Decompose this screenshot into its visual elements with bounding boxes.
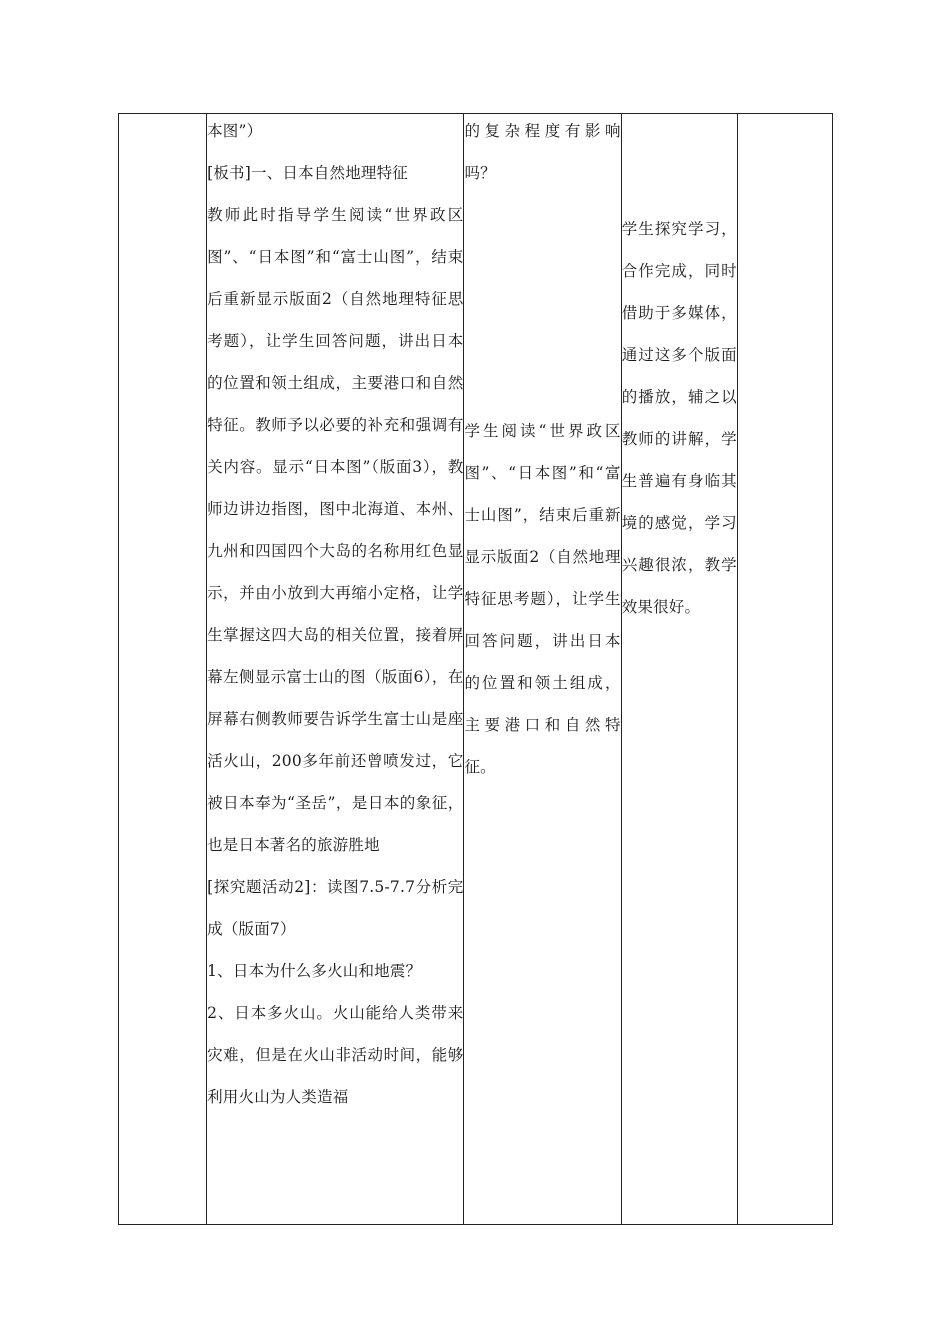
inquiry-activity-heading: [探究题活动2]：读图7.5-7.7分析完成（版面7） [207,878,464,938]
stage-cell [119,114,207,1225]
student-activity-main: 学生阅读“世界政区图”、“日本图”和“富士山图”，结束后重新显示版面2（自然地理特征思考题），让学生回答问题，讲出日本的位置和领土组成，主要港口和自然特征。 [464,422,621,776]
teacher-activity-paragraph: 教师此时指导学生阅读“世界政区图”、“日本图”和“富士山图”，结束后重新显示版面2（自然地理特征思考题），让学生回答问题，讲出日本的位置和领土组成，主要港口和自然特征。教师予以必要的补充和强调有关内容。显示“日本图”（版面3），教师边讲边指图，图中北海道、本州、九州和四国四个大岛的名称用红色显示，并由小放到大再缩小定格，让学生掌握这四大岛的相关位置，接着屏幕左侧显示富士山的图（版面6），在屏幕右侧教师要告诉学生富士山是座活火山，200多年前还曾喷发过，它被日本奉为“圣岳”，是日本的象征，也是日本著名的旅游胜地 [207,206,464,854]
inquiry-question-1: 1、日本为什么多火山和地震？ [207,962,422,980]
teacher-activity-line: 本图”） [207,122,263,140]
design-intent-text: 学生探究学习，合作完成，同时借助于多媒体，通过这多个版面的播放，辅之以教师的讲解，学生普遍有身临其境的感觉，学习兴趣很浓，教学效果很好。 [621,220,737,616]
remarks-cell [737,114,832,1225]
table-row [119,114,833,1225]
student-activity-cell [464,114,621,1225]
inquiry-question-2: 2、日本多火山。火山能给人类带来灾难，但是在火山非活动时间，能够利用火山为人类造福 [207,1004,464,1106]
board-writing-heading: [板书]一、日本自然地理特征 [207,164,409,182]
design-intent-cell [621,114,737,1225]
lesson-plan-table [118,113,833,1225]
teacher-activity-cell [207,114,464,1225]
student-activity-top: 的复杂程度有影响吗？ [464,122,621,182]
